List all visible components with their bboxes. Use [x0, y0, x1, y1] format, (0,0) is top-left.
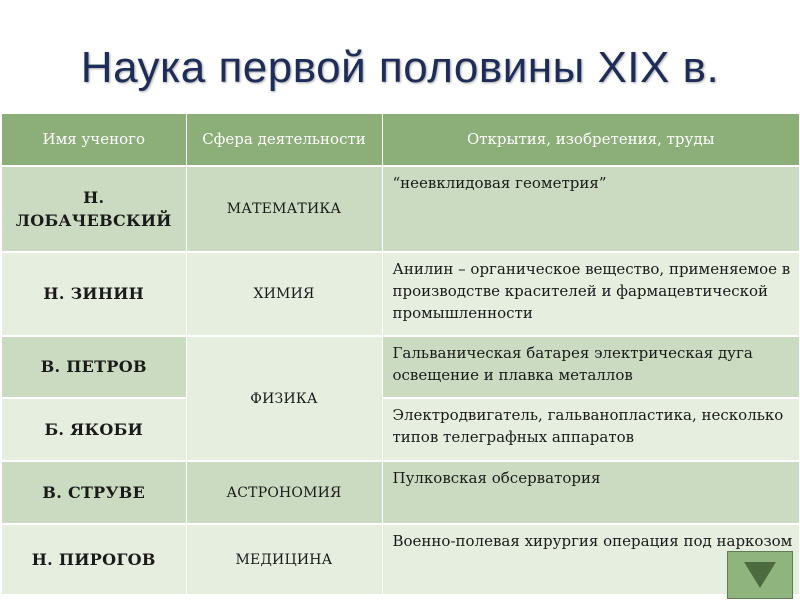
header-field: Сфера деятельности [186, 114, 382, 166]
table-row [2, 398, 799, 461]
next-slide-button[interactable] [727, 551, 793, 599]
scientist-name: Б. ЯКОБИ [2, 398, 186, 461]
scientist-works: Пулковская обсерватория [382, 461, 799, 524]
table-row [2, 166, 799, 252]
scientist-works: Электродвигатель, гальванопластика, несколько типов телеграфных аппаратов [382, 398, 799, 461]
scientist-field: ФИЗИКА [186, 336, 382, 461]
scientist-works: Гальваническая батарея электрическая дуга освещение и плавка металлов [382, 336, 799, 398]
scientist-works: “неевклидовая геометрия” [382, 166, 799, 252]
scientist-field: МЕДИЦИНА [186, 524, 382, 594]
scientist-name: В. СТРУВЕ [2, 461, 186, 524]
scientist-name: Н. ЛОБАЧЕВСКИЙ [2, 166, 186, 252]
scientist-name: В. ПЕТРОВ [2, 336, 186, 398]
scientist-works: Анилин – органическое вещество, применяемое в производстве красителей и фармацевтической промышленности [382, 252, 799, 336]
scientists-table [2, 114, 799, 594]
slide-title: Наука первой половины XIX в. [80, 43, 720, 92]
table-row [2, 461, 799, 524]
header-discoveries: Открытия, изобретения, труды [382, 114, 799, 166]
table-header-row [2, 114, 799, 166]
table-row [2, 524, 799, 594]
scientist-works: Военно-полевая хирургия операция под наркозом [382, 524, 799, 594]
scientist-name: Н. ПИРОГОВ [2, 524, 186, 594]
scientist-field: ХИМИЯ [186, 252, 382, 336]
scientist-name: Н. ЗИНИН [2, 252, 186, 336]
scientist-field: АСТРОНОМИЯ [186, 461, 382, 524]
table-row [2, 336, 799, 398]
header-scientist-name: Имя ученого [2, 114, 186, 166]
table-row [2, 252, 799, 336]
arrow-down-icon [744, 562, 776, 588]
scientist-field: МАТЕМАТИКА [186, 166, 382, 252]
